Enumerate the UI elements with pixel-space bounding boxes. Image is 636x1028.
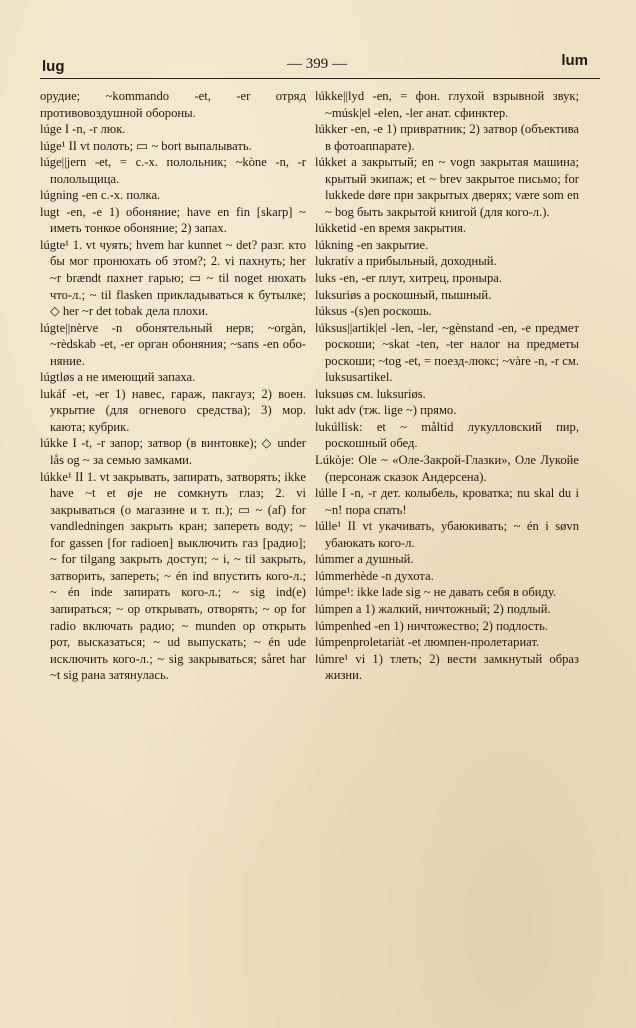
dictionary-entry: lúge||jern -et, = с.-х. полольник; ~kòne -n, -r полольщица. [40, 155, 306, 186]
dictionary-entry: lúmpenhed -en 1) ничтожество; 2) подлость. [315, 618, 549, 633]
dictionary-entry: lúmpen a 1) жалкий, ничтожный; 2) подлый. [315, 601, 551, 616]
left-running-headword: lug [42, 58, 65, 75]
dictionary-entry: lúkke¹ II 1. vt закрывать, запирать, затворять; ikke have ~t et øje не сомкнуть глаз; 2. vi закрываться (о магазине и т. п.); ▭ ~ (af) for vandledningen закрыть кран; запереть воду; ~ for gassen [for radioen] выключить газ [радио]; ~ for tilgang закрыть доступ; ~ i, ~ til закрыть, затворить, запереть; ~ én ind впустить кого-л.; ~ én inde запирать кого-л.; ~ sig ind(e) запираться; ~ op открывать, отворять; ~ op for radio включать радио; ~ munden op открыть рот, высказаться; ~ ud выпускать; ~ én ude исключить кого-л.; ~ sig закрываться; såret har ~t sig рана затянулась. [40, 469, 306, 683]
dictionary-entry: lúgtløs a не имеющий запаха. [40, 370, 196, 385]
dictionary-entry: lúksus||artik|el -len, -ler, ~gènstand -en, -e предмет роскоши; ~skat -ten, -ter налог на предметы роскоши; ~tog -et, = поезд-люкс; ~vàre -n, -r см. luksusartikel. [315, 320, 579, 385]
dictionary-entry: lukúllisk: et ~ måltid лукулловский пир, роскошный обед. [315, 419, 579, 451]
dictionary-entry: luksuriøs a роскошный, пышный. [315, 287, 492, 302]
right-running-headword: lum [561, 52, 588, 69]
dictionary-entry: lúgte¹ 1. vt чуять; hvem har kunnet ~ det? разг. кто бы мог пронюхать об этом?; 2. vi пахнуть; her ~r brændt пахнет гарью; ▭ ~ til noget нюхать что-л.; ~ til flasken прикладываться к бутылке; ◇ her ~r det tobak дела плохи. [40, 237, 306, 319]
dictionary-entry: lúkker -en, -e 1) привратник; 2) затвор (объектива в фотоаппарате). [315, 122, 579, 153]
dictionary-entry: Lúkòje: Ole ~ «Оле-Закрой-Глазки», Оле Лукойе (персонаж сказок Андерсена). [315, 453, 579, 484]
dictionary-entry: lukáf -et, -er 1) навес, гараж, пакгауз; 2) воен. укрытие (для огневого средства); 3) мор. каюта; кубрик. [40, 386, 306, 434]
left-column [40, 88, 306, 684]
right-column [315, 88, 579, 684]
dictionary-entry: lúmre¹ vi 1) тлеть; 2) вести замкнутый образ жизни. [315, 651, 579, 683]
page-header [40, 52, 594, 80]
dictionary-entry: lúgte||nèrve -n обонятельный нерв; ~orgàn, ~rèdskab -et, -er орган обоняния; ~sans -en обоняние. [40, 320, 306, 368]
dictionary-entry: lúmmer a душный. [315, 552, 414, 567]
dictionary-entry: lukt adv (тж. lige ~) прямо. [315, 403, 457, 418]
dictionary-entry: lúge¹ II vt полоть; ▭ ~ bort выпалывать. [40, 138, 252, 153]
dictionary-entry: lúmmerhède -n духота. [315, 568, 434, 583]
dictionary-entry: lúmpe¹: ikke lade sig ~ не давать себя в обиду. [315, 585, 557, 600]
dictionary-entry: lúlle I -n, -r дет. колыбель, кроватка; nu skal du i ~n! пора спать! [315, 486, 579, 517]
dictionary-entry: lúlle¹ II vt укачивать, убаюкивать; ~ én i søvn убаюкать кого-л. [315, 519, 579, 550]
dictionary-entry: lugt -en, -e 1) обоняние; have en fin [skarp] ~ иметь тонкое обоняние; 2) запах. [40, 204, 306, 236]
dictionary-entry: lúge I -n, -r люк. [40, 122, 126, 137]
dictionary-entry: орудие; ~kommando -et, -er отряд противовоздушной обороны. [40, 89, 306, 120]
dictionary-entry: lúkketid -en время закрытия. [315, 221, 467, 236]
dictionary-entry: luksuøs см. luksuriøs. [315, 386, 426, 401]
dictionary-entry: lúgning -en с.-х. полка. [40, 188, 161, 203]
dictionary-entry: lúkke||lyd -en, = фон. глухой взрывной звук; ~músk|el -elen, -ler анат. сфинктер. [315, 89, 579, 120]
dictionary-entry: lúksus -(s)en роскошь. [315, 304, 432, 319]
dictionary-entry: lúkning -en закрытие. [315, 237, 429, 252]
dictionary-entry: luks -en, -er плут, хитрец, проныра. [315, 271, 503, 286]
dictionary-entry: lúmpenproletariàt -et люмпен-пролетариат. [315, 635, 540, 650]
dictionary-entry: lúkke I -t, -r запор; затвор (в винтовке); ◇ under lås og ~ за семью замками. [40, 436, 306, 468]
page-number: — 399 — [287, 56, 347, 72]
dictionary-entry: lúkket a закрытый; en ~ vogn закрытая машина; крытый экипаж; et ~ brev закрытое письмо; for lukkede døre при закрытых дверях; være som en ~ bog быть закрытой книгой (для кого-л.). [315, 155, 579, 219]
header-rule [40, 78, 600, 79]
dictionary-entry: lukratív a прибыльный, доходный. [315, 254, 497, 269]
